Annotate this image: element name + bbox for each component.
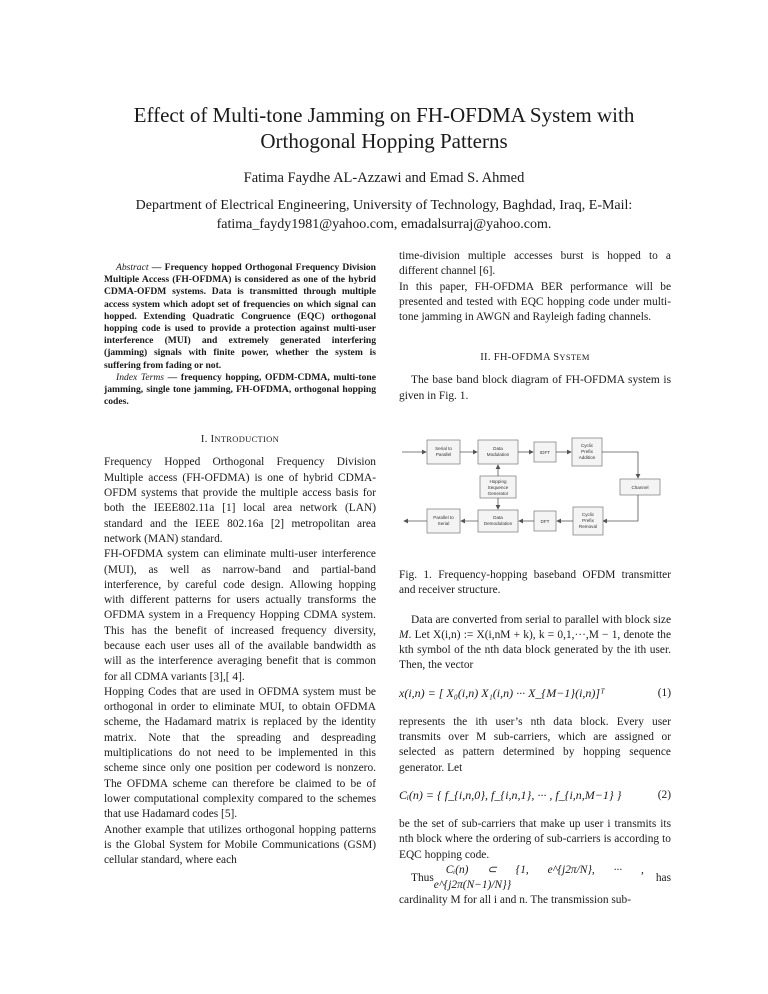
title-line-2: Orthogonal Hopping Patterns <box>260 129 508 153</box>
index-terms-text: — frequency hopping, OFDM-CDMA, multi-tone jamming, single tone jamming, FH-OFDMA, orthogonal hopping codes. <box>104 371 376 408</box>
section-heading-fh-ofdma-system: II. FH-OFDMA SYSTEM <box>480 352 590 364</box>
intro-paragraph-4: Another example that utilizes orthogonal hopping patterns is the Global System for Mobile Communications (GSM) cellular standard, where each <box>104 823 376 867</box>
paragraph-in-this-paper: In this paper, FH-OFDMA BER performance will be presented and tested with EQC hopping code under multi-tone jamming in AWGN and Rayleigh fading channels. <box>399 280 671 324</box>
affiliation-line-2: fatima_faydy1981@yahoo.com, emadalsurraj@yahoo.com. <box>216 217 552 232</box>
left-column <box>104 262 376 868</box>
represents-paragraph: represents the ith user’s nth data block. Every user transmits over M sub-carriers, which are assigned or selected as pattern determined by hopping sequence generator. Let <box>399 715 671 774</box>
equation-1 <box>399 686 671 701</box>
cp-rem-label-3: Removal <box>578 524 598 529</box>
right-body-top <box>399 249 671 325</box>
cp-rem-label-2: Prefix <box>582 518 594 523</box>
serial-to-parallel-label-1: Serial to <box>435 446 452 451</box>
cp-add-label-3: Addition <box>578 455 596 460</box>
cp-add-label-2: Prefix <box>581 449 593 454</box>
intro-paragraph-1: Frequency Hopped Orthogonal Frequency Division Multiple access (FH-OFDMA) is one of hybrid CDMA-OFDM systems that provide the multiple access basis for both the IEEE802.11a [1] local area network (LAN) standard and the IEEE 802.16a [2] metropolitan area network (MAN) standard. <box>104 456 376 545</box>
subcarrier-set-paragraph: be the set of sub-carriers that make up user i transmits its nth block where the ordering of sub-carriers is according to EQC hopping code. <box>399 817 671 861</box>
paper-title <box>90 102 678 154</box>
intro-paragraph-3: Hopping Codes that are used in OFDMA system must be orthogonal in order to eliminate MUI, to obtain OFDMA scheme, the Hadamard matrix is replaced by the identity matrix. Note that the spreading and despreading multiplications do not need to be implemented in this scheme since only one position per codeword is nonzero. The OFDMA scheme can therefore be claimed to be of lower computational complexity compared to the schemes that use Hadamard codes [5]. <box>104 685 376 821</box>
parallel-to-serial-label-1: Parallel to <box>433 515 454 520</box>
affiliation-line-1: Department of Electrical Engineering, University of Technology, Baghdad, Iraq, E-Mail: <box>135 198 633 213</box>
equation-1-expression: x(i,n) = [ X₀(i,n) X₁(i,n) ··· X_{M−1}(i,n)]ᵀ <box>399 685 605 700</box>
block-diagram-paragraph: The base band block diagram of FH-OFDMA system is given in Fig. 1. <box>399 374 671 402</box>
abstract-text: — Frequency hopped Orthogonal Frequency Division Multiple Access (FH-OFDMA) is considered as one of the hybrid CDMA-OFDM systems. Data is transmitted through multiple access system which adopt set of frequencies on which signal can hopped. Extending Quadratic Congruence (EQC) orthogonal hopping code is used to provide a protection against multi-user interference (MUI) and extremely generated interfering (jamming) signals with finite power, whether the system is suffering from fading or not. <box>104 262 376 371</box>
equation-2-expression: Cᵢ(n) = { f_{i,n,0}, f_{i,n,1}, ··· , f_{i,n,M−1} } <box>399 787 622 802</box>
cp-add-label-1: Cyclic <box>580 443 594 448</box>
equation-2 <box>399 788 671 803</box>
figure-caption: Fig. 1. Frequency-hopping baseband OFDM transmitter and receiver structure. <box>399 569 671 597</box>
idft-label: IDFT <box>539 450 551 455</box>
index-terms-label: Index Terms <box>116 371 165 383</box>
section-heading-introduction: I. INTRODUCTION <box>200 434 280 446</box>
data-conversion-paragraph: Data are converted from serial to parallel with block size M. Let X(i,n) := X(i,nM + k), k = 0,1,···,M − 1, denote the kth symbol of the nth data block generated by the ith user. Then, the vector <box>399 613 671 672</box>
intro-paragraph-2: FH-OFDMA system can eliminate multi-user interference (MUI), as well as narrow-band and partial-band interference, by careful code design. Allowing hopping with different patterns for users actually transforms the OFDMA system in a Frequency Hopping CDMA system. This has the benefit of increased frequency diversity, because each user uses all of the available bandwidth as will as the interference averaging benefit that is common for all CDMA variants [3],[ 4]. <box>104 548 376 683</box>
cp-rem-label-1: Cyclic <box>581 512 595 517</box>
dft-label: DFT <box>540 519 550 524</box>
thus-expression: Cᵢ(n) ⊂ {1, e^{j2π/N}, ··· , e^{j2π(N−1)/N}} <box>433 863 644 892</box>
hopping-label-2: Sequence <box>487 485 509 490</box>
affiliation <box>100 196 668 234</box>
right-column-lower <box>399 568 671 909</box>
abstract-label: Abstract <box>116 262 149 273</box>
data-demod-label-1: Data <box>493 515 503 520</box>
authors: Fatima Faydhe AL-Azzawi and Emad S. Ahmed <box>243 170 525 186</box>
introduction-body <box>104 455 376 868</box>
equation-2-number: (2) <box>657 789 671 802</box>
title-line-1: Effect of Multi-tone Jamming on FH-OFDMA System with <box>133 103 635 127</box>
data-demod-label-2: Demodulation <box>483 521 513 526</box>
abstract <box>104 262 376 408</box>
right-column <box>399 249 671 404</box>
thus-paragraph: Thus Cᵢ(n) ⊂ {1, e^{j2π/N}, ··· , e^{j2π(N−1)/N}} has cardinality M for all i and n. The transmission sub- <box>399 863 671 907</box>
paragraph-continued: time-division multiple accesses burst is hopped to a different channel [6]. <box>399 250 671 278</box>
equation-1-number: (1) <box>657 687 671 700</box>
hopping-label-3: Generator <box>487 491 509 496</box>
data-modulation-label-2: Modulation <box>486 452 510 457</box>
block-diagram-figure <box>402 420 670 550</box>
hopping-label-1: Hopping <box>489 479 507 484</box>
serial-to-parallel-label-2: Parallel <box>435 452 452 457</box>
data-modulation-label-1: Data <box>493 446 503 451</box>
channel-label: Channel <box>631 485 649 490</box>
parallel-to-serial-label-2: Serial <box>437 521 450 526</box>
